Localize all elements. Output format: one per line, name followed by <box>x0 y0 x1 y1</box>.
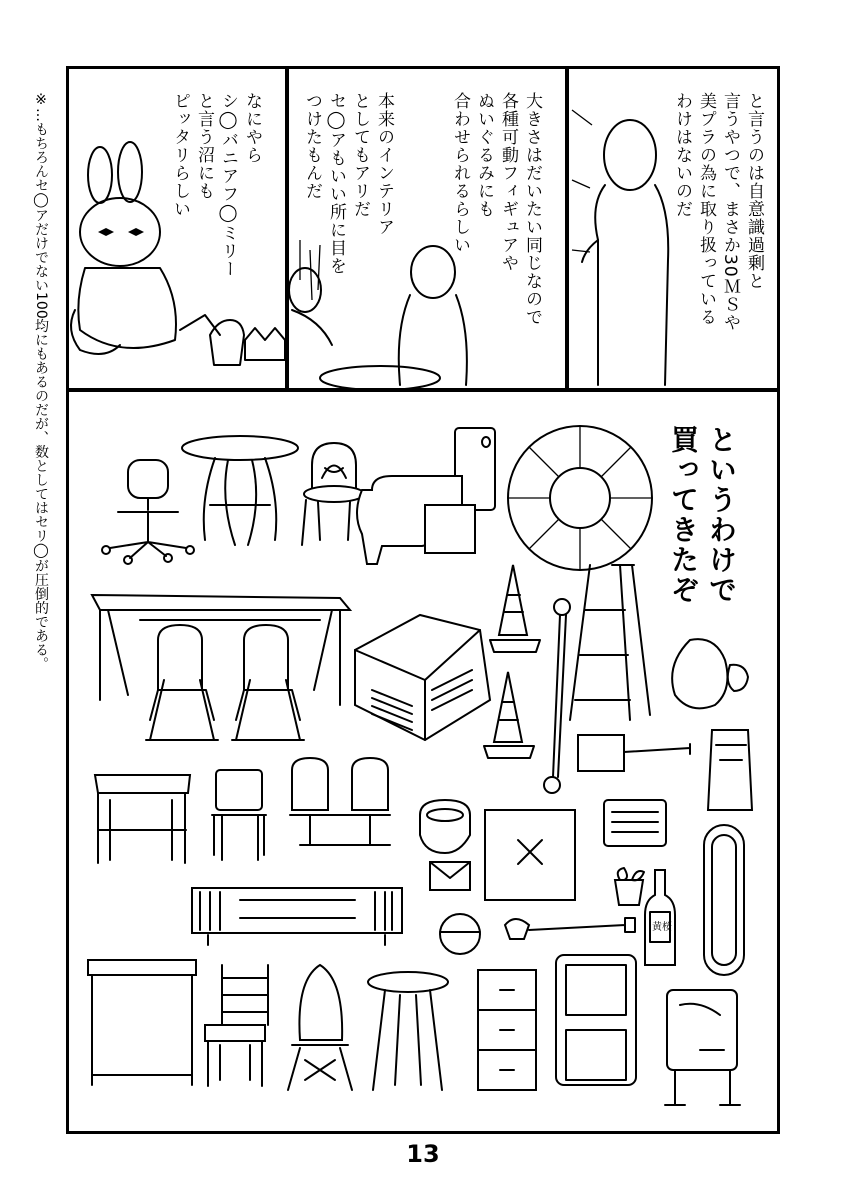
dustpan <box>578 735 690 771</box>
helmet <box>440 914 480 954</box>
side-note: ※…もちろんセ◯アだけでない100均にもあるのだが、数としてはセリ◯が圧倒的である。 <box>33 92 49 671</box>
plant-pot <box>615 868 644 905</box>
step-ladder <box>570 565 650 720</box>
person-figure-1 <box>582 120 668 385</box>
barrier-pole <box>544 599 570 793</box>
ornate-chair <box>302 443 366 545</box>
vaulting-box <box>355 615 490 740</box>
toilet <box>357 428 495 564</box>
panel-1-text: と言うのは自意識過剰と 言うやつで、まさか30ＭＳや 美プラの為に取り扱っている わけはないのだ <box>672 92 764 332</box>
side-table <box>368 972 448 1090</box>
school-chair <box>212 770 266 860</box>
folding-chair-1 <box>146 625 218 740</box>
panel-4-text: なにやら シ◯バニアフ◯ミリー と言う沼にも ピッタリらしい <box>170 92 262 278</box>
drawer-unit <box>478 970 536 1090</box>
cabinet <box>88 960 196 1085</box>
panel-2-text: 大きさはだいたい同じなので 各種可動フィギュアや ぬいぐるみにも 合わせられるらしい <box>450 92 542 326</box>
traffic-cone-2 <box>484 672 534 758</box>
panel-3-text: 本来のインテリア としてもアリだ セ◯アもいい所に目を つけたもんだ <box>302 92 394 275</box>
folding-table <box>92 595 350 705</box>
ladder-back-chair <box>205 965 268 1086</box>
stone-shape <box>672 639 748 708</box>
speed-lines <box>572 110 592 252</box>
round-cafe-table <box>182 436 298 545</box>
shell-chair <box>288 965 352 1090</box>
panel-5-heading: というわけで 買ってきたぞ <box>667 425 738 605</box>
storage-case <box>604 800 666 846</box>
skateboard <box>704 825 744 975</box>
bottle-label: 黄桜 <box>652 922 672 933</box>
envelope <box>430 862 470 890</box>
sign-board <box>556 955 636 1085</box>
bench-seats <box>290 758 390 845</box>
sake-bottle <box>645 870 675 965</box>
office-chair <box>102 460 194 564</box>
cushion <box>485 810 575 900</box>
standing-sign <box>665 990 740 1105</box>
folding-chair-2 <box>232 625 304 740</box>
tv-stand <box>192 888 402 945</box>
shovel <box>505 918 635 939</box>
traffic-cone-1 <box>490 565 540 652</box>
caution-sign <box>708 730 752 810</box>
school-desk <box>95 775 190 863</box>
potty <box>420 800 470 853</box>
swim-ring <box>508 426 652 570</box>
page-number: 13 <box>406 1140 440 1168</box>
